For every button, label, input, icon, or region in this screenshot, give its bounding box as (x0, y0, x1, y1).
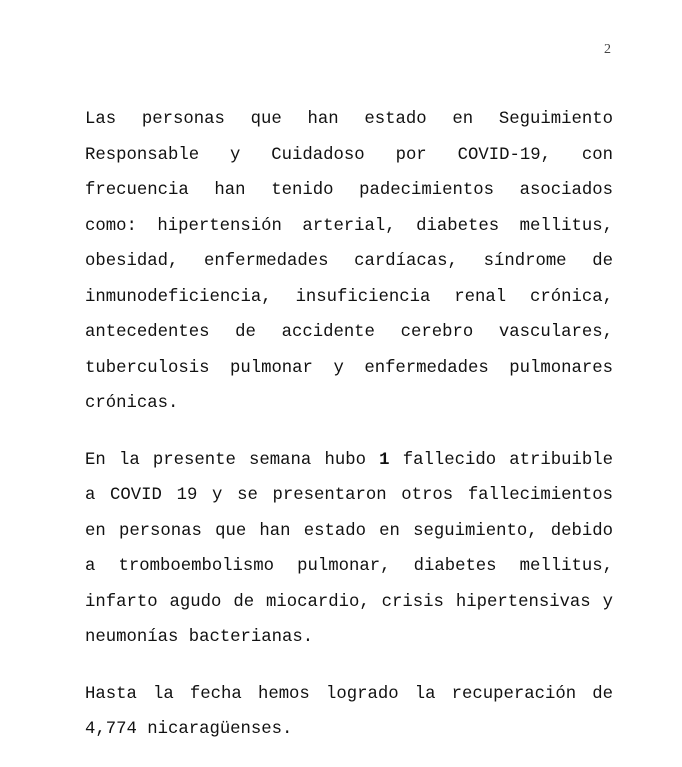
page-number: 2 (604, 42, 611, 57)
paragraph-comorbidities: Las personas que han estado en Seguimiento Responsable y Cuidadoso por COVID-19, con frecuencia han tenido padecimientos asociados como: hipertensión arterial, diabetes mellitus, obesidad, enfermedades cardíacas, síndrome de inmunodeficiencia, insuficiencia renal crónica, antecedentes de accidente cerebro vasculares, tuberculosis pulmonar y enfermedades pulmonares crónicas. (85, 110, 613, 413)
document-body (85, 102, 613, 748)
paragraph-deaths (85, 443, 613, 656)
deaths-count: 1 (379, 450, 390, 470)
paragraph-recoveries: Hasta la fecha hemos logrado la recuperación de 4,774 nicaragüenses. (85, 684, 613, 739)
deaths-text-end: fallecido atribuible a COVID 19 y se presentaron otros fallecimientos en personas que han estado en seguimiento, debido a tromboembolismo pulmonar, diabetes mellitus, infarto agudo de miocardio, crisis hipertensivas y neumonías bacterianas. (85, 450, 613, 647)
deaths-text-start: En la presente semana hubo (85, 450, 380, 470)
